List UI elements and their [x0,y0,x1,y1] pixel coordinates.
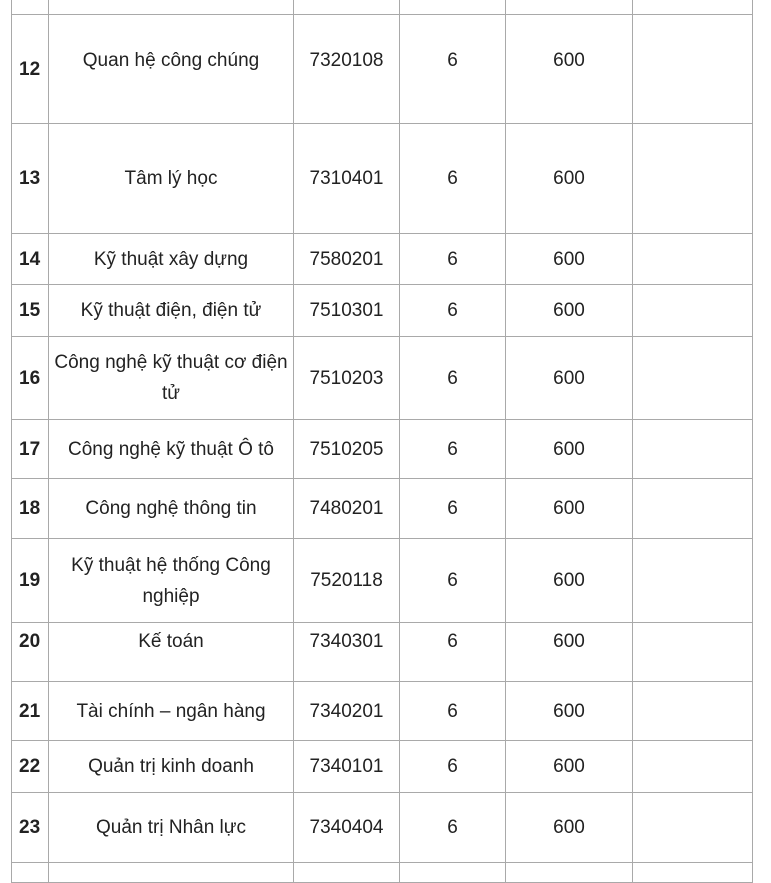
table-row [12,741,753,793]
major-code: 7510301 [294,285,400,337]
row-number: 22 [12,741,49,793]
note-cell [633,124,753,234]
row-number: 14 [12,234,49,285]
major-code: 7340101 [294,741,400,793]
major-code: 7510205 [294,420,400,479]
note-cell [633,234,753,285]
table-row [12,420,753,479]
table-row [12,682,753,741]
major-code: 7340404 [294,793,400,863]
value-a: 6 [400,285,506,337]
value-b [506,863,633,883]
major-name: Quan hệ công chúng [49,15,294,124]
note-cell [633,479,753,539]
row-number: 16 [12,337,49,420]
note-cell [633,741,753,793]
note-cell [633,863,753,883]
major-code: 7480201 [294,479,400,539]
table-row [12,285,753,337]
value-a: 6 [400,124,506,234]
note-cell [633,337,753,420]
table-row [12,124,753,234]
value-a: 6 [400,479,506,539]
table-row [12,0,753,15]
note-cell [633,0,753,15]
value-b: 600 [506,337,633,420]
value-b [506,0,633,15]
value-b: 600 [506,124,633,234]
note-cell [633,285,753,337]
major-code [294,0,400,15]
row-number: 13 [12,124,49,234]
row-number: 23 [12,793,49,863]
major-code: 7580201 [294,234,400,285]
value-b: 600 [506,479,633,539]
table-row [12,793,753,863]
value-a [400,0,506,15]
major-name: Kỹ thuật điện, điện tử [49,285,294,337]
row-number: 19 [12,539,49,623]
table-container [11,0,753,883]
major-code: 7310401 [294,124,400,234]
major-code: 7340301 [294,623,400,682]
value-b: 600 [506,623,633,682]
value-b: 600 [506,793,633,863]
note-cell [633,420,753,479]
table-row [12,539,753,623]
value-a: 6 [400,337,506,420]
value-b: 600 [506,285,633,337]
row-number: 20 [12,623,49,682]
major-code [294,863,400,883]
row-number: 18 [12,479,49,539]
major-name: Kế toán [49,623,294,682]
major-name: Kỹ thuật xây dựng [49,234,294,285]
table-row [12,863,753,883]
value-b: 600 [506,15,633,124]
major-code: 7510203 [294,337,400,420]
note-cell [633,682,753,741]
major-name [49,863,294,883]
note-cell [633,623,753,682]
table-row [12,623,753,682]
value-b: 600 [506,682,633,741]
table-row [12,234,753,285]
row-number: 21 [12,682,49,741]
table-row [12,337,753,420]
major-name: Công nghệ thông tin [49,479,294,539]
table-row [12,15,753,124]
row-number: 12 [12,15,49,124]
major-name: Quản trị kinh doanh [49,741,294,793]
row-number [12,0,49,15]
row-number: 17 [12,420,49,479]
value-a: 6 [400,15,506,124]
value-a: 6 [400,420,506,479]
value-a: 6 [400,793,506,863]
major-name: Tài chính – ngân hàng [49,682,294,741]
major-code: 7320108 [294,15,400,124]
major-name [49,0,294,15]
major-name: Tâm lý học [49,124,294,234]
value-a [400,863,506,883]
major-name: Quản trị Nhân lực [49,793,294,863]
value-b: 600 [506,539,633,623]
row-number: 15 [12,285,49,337]
note-cell [633,793,753,863]
major-code: 7520118 [294,539,400,623]
value-b: 600 [506,741,633,793]
value-a: 6 [400,623,506,682]
value-b: 600 [506,234,633,285]
value-a: 6 [400,539,506,623]
major-name: Công nghệ kỹ thuật cơ điện tử [49,337,294,420]
row-number [12,863,49,883]
major-code: 7340201 [294,682,400,741]
table-row [12,479,753,539]
value-a: 6 [400,682,506,741]
major-name: Công nghệ kỹ thuật Ô tô [49,420,294,479]
note-cell [633,539,753,623]
major-name: Kỹ thuật hệ thống Công nghiệp [49,539,294,623]
value-b: 600 [506,420,633,479]
majors-table [11,0,753,883]
value-a: 6 [400,741,506,793]
note-cell [633,15,753,124]
value-a: 6 [400,234,506,285]
